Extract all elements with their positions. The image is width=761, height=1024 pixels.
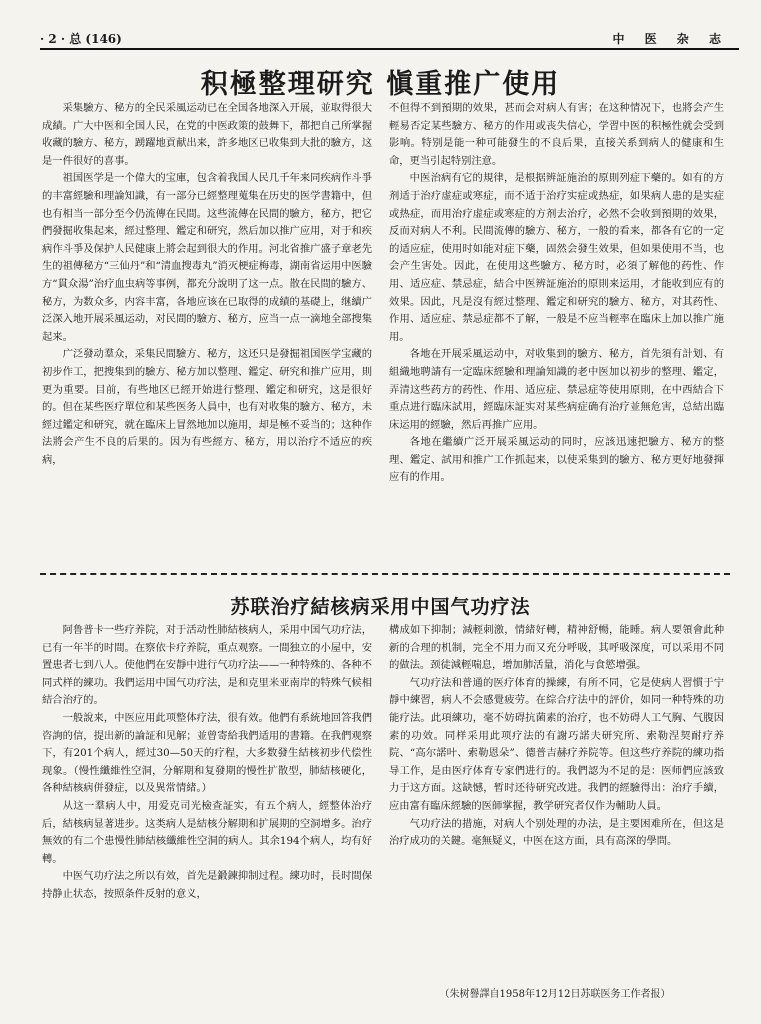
article2-right-column: [389, 622, 724, 982]
article2-left-column: [42, 622, 372, 1017]
article1-paragraph: 采集驗方、秘方的全民采風运动已在全国各地深入开展，並取得很大成績。广大中医和全国人民，在党的中医政策的鼓舞下，都把自己所掌握收藏的驗方、秘方，踴躍地貢献出来，許多地区已收集到大批的驗方，这是一件很好的喜事。: [42, 102, 372, 167]
article2-title: 苏联治疗結核病采用中国气功疗法: [230, 596, 531, 618]
article1-title: 积極整理研究 愼重推广使用: [200, 69, 561, 100]
article1-paragraph: 不但得不到預期的效果，甚而会对病人有害；在这种情况下，也將会产生輕易否定某些驗方、秘方的作用或丧失信心，学習中医的积極性就会受到影响。特别是能一种可能發生的不良后果，直接关系到病人的健康和生命，更当引起特别注意。: [389, 102, 724, 167]
article1-paragraph: 中医治病有它的規律，是根据辨証施治的原則列症下藥的。如有的方剂适于治疗虚症或寒症，而不适于治疗实症或热症，如果病人患的是实症或热症，而用治疗虚症或寒症的方剂去治疗，必然不会收到預期的效果，反而对病人不利。民間流傳的驗方、秘方，一般的看来，都各有它的一定的适应症，使用时如能对症下藥，固然会發生效果，但如果使用不当，也会产生害处。因此，在使用这些驗方、秘方时，必須了解他的药性、作用、适应症、禁忌症，結合中医辨証施治的原則来运用，才能收到应有的效果。因此，凡是沒有經过整理、鑑定和研究的驗方、秘方，对其药性、作用、适应症、禁忌症都不了解，一般是不应当輕率在臨床上加以推广施用。: [389, 172, 724, 343]
article1-right-column: [389, 100, 724, 565]
journal-name: 中 医 杂 志: [612, 32, 729, 46]
page-header: [40, 28, 739, 50]
article2-source-note: （朱树譽譯自1958年12月12日苏联医务工作者报）: [439, 989, 671, 1000]
article2-paragraph: 气功疗法和普通的医疗体育的操練，有所不同，它是使病人習慣于宁靜中練習，病人不会感覺疲劳。在綜合疗法中的評价，如同一种特殊的功能疗法。此項練功，毫不妨碍抗菌素的治疗，也不妨碍人工气胸、气腹因素的功效。同样采用此项疗法的有謝巧諾夫研究所、索勒涅契耐疗养院、“高尔諾叶、索勒恩朵”、德普吉赫疗养院等。但这些疗养院的練功指导工作，是由医疗体育专家們进行的。我們認为不足的是：医师們应該致力于这方面。这缺憾，暂时还待研究改进。我們的經驗得出：治疗手續，应由富有臨床經驗的医師掌握，教学研究者仅作为輔助人員。: [389, 676, 724, 812]
article2-paragraph: 中医气功疗法之所以有效，首先是鍛鍊抑制过程。練功时，長时間保持静止状态，按照条件反射的意义，: [42, 870, 372, 900]
article1-left-column: [42, 100, 372, 565]
article1-paragraph: 祖国医学是一个偉大的宝庫，包含着我国人民几千年来同疾病作斗爭的丰富經驗和理論知識，有一部分已經整理蒐集在历史的医学書籍中，但也有相当一部分至今仍流傳在民間。这些流傳在民間的驗方，秘方，把它們發掘收集起来，經过整理、鑑定和研究，然后加以推广应用，对于和疾病作斗爭及保护人民健康上將会起到很大的作用。河北省推广盛子章老先生的祖傳秘方“三仙丹”和“清血搜毒丸”消灭梗症梅毒，湖南省运用中医驗方“貫众湯”治疗血虫病等事例，都充分說明了这一点。散在民間的驗方、秘方，为数众多，内容丰富，各地应该在已取得的成績的基礎上，继續广泛深入地开展采風运动，对民間的驗方、秘方，应当一点一滴地全部搜集起来。: [42, 172, 372, 343]
article1-paragraph: 各地在繼續广泛开展采風运动的同时，应該迅速把驗方、秘方的整理、鑑定、試用和推广工作抓起来，以使采集到的驗方、秘方更好地發揮应有的作用。: [389, 436, 724, 484]
article2-paragraph: 一般說来，中医应用此项整体疗法，很有效。他們有系統地回答我們咨詢的信，提出新的論証和见解；並曾寄給我們适用的書籍。在我們观察下，有201个病人，經过30—50天的疗程，大多数發生結核初步代偿性现象。（慢性纖維性空洞，分解期和复發期的慢性扩散型，肺結核硬化，各种結核病併發症，以及異常情緒。）: [42, 711, 372, 795]
page-number-label: · 2 · 总 (146): [40, 32, 122, 46]
article2-paragraph: 構成如下抑制；減輕刺激，情緒好轉，精神舒暢，能睡。病人要領會此种新的合理的机制，完全不用力而又充分呼吸，其呼吸深度，可以采用不同的做法。颈徒減輕喘息，增加肺活量，消化与食慾增强。: [389, 624, 724, 672]
article1-paragraph: 各地在开展采風运动中，对收集到的驗方、秘方，首先須有計划、有組織地聘請有一定臨床經驗和理論知識的老中医加以初步的整理、鑑定，弄清这些药方的药性、作用、适应症、禁忌症等使用原則，在中西結合下重点进行臨床試用，經臨床証实对某些病症确有治疗並無危害，总結出臨床运用的經驗，然后再推广应用。: [389, 348, 724, 431]
article2-paragraph: 阿鲁普卡一些疗养院，对于活动性肺結核病人，采用中国气功疗法，已有一年半的时間。在察依卡疗养院，重点观察。一間独立的小屋中，安置患者七到八人。使他們在安靜中进行气功疗法——一种特殊的、各种不同式样的練功。我們运用中国气功疗法，是和克里米亚南岸的特殊气候相結合治疗的。: [42, 624, 372, 707]
article2-paragraph: 气功疗法的措施，对病人个别处理的办法，是主要困难所在，但这是治疗成功的关鍵。毫無疑义，中医在这方面，具有高深的學問。: [389, 817, 724, 848]
article1-paragraph: 广泛發动羣众，采集民間驗方、秘方，这还只是發掘祖国医学宝藏的初步作工，把搜集到的驗方、秘方加以整理、鑑定、研究和推广应用，則更为重要。目前，有些地区已經开始进行整理、鑑定和研究，这是很好的。但在某些医疗單位和某些医务人員中，也有对收集的驗方、秘方，未經过鑑定和研究，就在臨床上冒然地加以施用，却是極不妥当的；这种作法將会产生不良的后果的。因为有些經方、秘方，用以治疗不适应的疾病，: [42, 348, 372, 466]
article2-paragraph: 从这一羣病人中，用爱克司光檢查証实，有五个病人，經整体治疗后，結核病显著进步。这类病人是結核分解期和扩展期的空洞增多。治疗無效的有二个患慢性肺結核纖維性空洞的病人。其余194个病人，均有好轉。: [42, 799, 372, 865]
section-divider: [40, 573, 730, 575]
